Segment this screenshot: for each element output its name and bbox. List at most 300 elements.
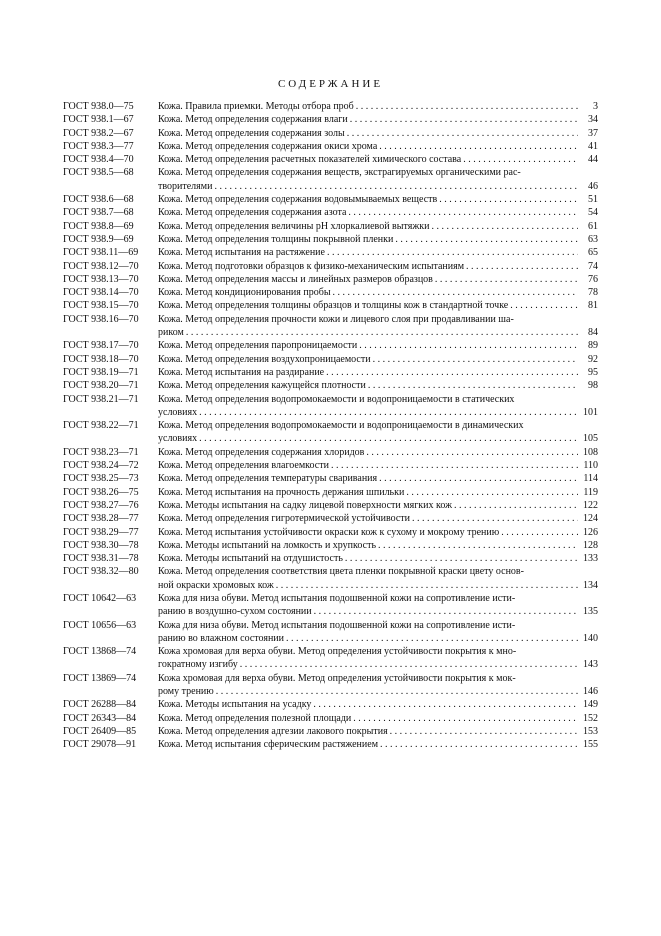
page-number: 110 [583,460,598,472]
standard-code: ГОСТ 938.16—70 [63,313,139,325]
page-number: 54 [588,207,598,219]
entry-title-line [158,619,598,632]
page-number: 134 [583,579,598,591]
entry-title-line [158,565,598,578]
entry-title [158,220,598,233]
entry-title-line [158,738,598,751]
entry-title-line [158,725,598,738]
entry-title-text: Кожа. Метод определения толщины покрывной пленки [158,233,394,245]
entry-title-line [158,712,598,725]
entry-title-text: Кожа. Методы испытаний на отдушистость [158,553,343,565]
toc-entry [63,246,598,259]
entry-title [158,286,598,299]
dot-leader [380,738,578,751]
standard-code: ГОСТ 26288—84 [63,699,137,711]
entry-title [158,273,598,286]
entry-title-text: ранию во влажном состоянии [158,632,285,644]
toc-entry [63,592,598,619]
entry-title-line [158,419,598,432]
dot-leader [501,526,578,539]
toc-entry [63,472,598,485]
standard-code: ГОСТ 938.23—71 [63,446,139,458]
page-number: 146 [583,686,598,698]
page-number: 126 [583,526,598,538]
toc-entry [63,273,598,286]
entry-title-line [158,193,598,206]
toc-entry [63,419,598,446]
entry-title-text: Кожа. Метод определения гигротермической устойчивости [158,513,411,525]
dot-leader [373,353,578,366]
entry-title-text: Кожа. Метод определения расчетных показателей химического состава [158,154,462,166]
page-number: 122 [583,499,598,511]
entry-title-line [158,499,598,512]
entry-title [158,233,598,246]
entry-title-text: условиях [158,406,198,418]
dot-leader [333,286,578,299]
toc-entry [63,725,598,738]
entry-title [158,246,598,259]
page-number: 92 [588,353,598,365]
toc-entry [63,233,598,246]
entry-title-text: Кожа. Метод определения содержания окиси хрома [158,140,378,152]
entry-title-line [158,233,598,246]
table-of-contents [63,100,598,752]
entry-title-text: Кожа. Метод определения кажущейся плотности [158,380,366,392]
page-number: 37 [588,127,598,139]
dot-leader [379,140,578,153]
page-number: 84 [588,327,598,339]
toc-entry [63,193,598,206]
page-number: 3 [593,101,598,112]
toc-entry [63,339,598,352]
toc-entry [63,512,598,525]
entry-title-line [158,579,598,592]
standard-code: ГОСТ 938.8—69 [63,220,134,232]
standard-code: ГОСТ 938.7—68 [63,207,134,219]
standard-code: ГОСТ 26343—84 [63,712,137,724]
page-number: 140 [583,632,598,644]
standard-code: ГОСТ 938.9—69 [63,233,134,245]
page-number: 119 [583,486,598,498]
entry-title-line [158,100,598,113]
entry-title-line [158,512,598,525]
entry-title-text: Кожа. Метод определения соответствия цвета пленки покрывной краски цвету основ- [158,566,524,578]
entry-title-text: Кожа. Метод испытания на прочность держания шпильки [158,486,405,498]
dot-leader [439,193,578,206]
entry-title-text: Кожа. Метод определения полезной площади [158,712,352,724]
dot-leader [359,339,578,352]
entry-title-text: риком [158,327,184,339]
standard-code: ГОСТ 13869—74 [63,672,137,684]
entry-title-line [158,406,598,419]
page-number: 114 [583,473,598,485]
entry-title-line [158,326,598,339]
entry-title-line [158,685,598,698]
page-number: 128 [583,539,598,551]
page-number: 105 [583,433,598,445]
dot-leader [379,472,578,485]
dot-leader [214,180,578,193]
entry-title-line [158,113,598,126]
dot-leader [412,512,578,525]
dot-leader [314,605,578,618]
entry-title-line [158,672,598,685]
entry-title-line [158,432,598,445]
entry-title-text: Кожа. Метод определения содержания веществ, экстрагируемых органическими рас- [158,167,521,179]
entry-title [158,698,598,711]
entry-title-text: Кожа. Метод кондиционирования пробы [158,287,331,299]
standard-code: ГОСТ 10656—63 [63,619,137,631]
standard-code: ГОСТ 938.17—70 [63,340,139,352]
entry-title-text: Кожа. Метод определения водопромокаемости и водопроницаемости в динамических [158,420,524,432]
entry-title-text: ранию в воздушно-сухом состоянии [158,606,312,618]
entry-title [158,339,598,352]
toc-entry [63,446,598,459]
entry-title-text: Кожа для низа обуви. Метод испытания подошвенной кожи на сопротивление исти- [158,592,516,604]
toc-entry [63,140,598,153]
entry-title-line [158,472,598,485]
toc-entry [63,166,598,193]
toc-entry [63,486,598,499]
toc-entry [63,698,598,711]
entry-title [158,512,598,525]
standard-code: ГОСТ 938.20—71 [63,380,139,392]
entry-title-text: Кожа. Правила приемки. Методы отбора проб [158,101,354,112]
entry-title-line [158,698,598,711]
entry-title-text: Кожа. Метод испытания сферическим растяжением [158,739,379,751]
entry-title [158,140,598,153]
dot-leader [368,379,578,392]
toc-entry [63,313,598,340]
page-number: 65 [588,247,598,259]
entry-title [158,299,598,312]
standard-code: ГОСТ 938.27—76 [63,499,139,511]
entry-title-line [158,552,598,565]
entry-title-text: Кожа. Метод определения температуры сваривания [158,473,378,485]
entry-title-line [158,339,598,352]
entry-title-line [158,127,598,140]
entry-title-line [158,299,598,312]
entry-title-line [158,220,598,233]
toc-entry [63,539,598,552]
entry-title-text: Кожа. Метод определения толщины образцов и толщины кож в стандартной точке [158,300,509,312]
toc-entry [63,286,598,299]
dot-leader [353,712,578,725]
entry-title-text: рому трению [158,686,214,698]
entry-title-line [158,286,598,299]
entry-title [158,645,598,672]
standard-code: ГОСТ 938.18—70 [63,353,139,365]
entry-title-line [158,539,598,552]
entry-title-line [158,379,598,392]
entry-title-line [158,446,598,459]
entry-title-line [158,313,598,326]
entry-title-text: Кожа хромовая для верха обуви. Метод определения устойчивости покрытия к мно- [158,646,517,658]
page-number: 101 [583,406,598,418]
toc-entry [63,100,598,113]
page-number: 152 [583,712,598,724]
standard-code: ГОСТ 938.24—72 [63,460,139,472]
dot-leader [454,499,578,512]
entry-title-text: Кожа хромовая для верха обуви. Метод определения устойчивости покрытия к мок- [158,672,516,684]
entry-title-line [158,393,598,406]
dot-leader [347,127,578,140]
dot-leader [276,579,578,592]
page-number: 95 [588,366,598,378]
page-number: 153 [583,725,598,737]
entry-title [158,127,598,140]
entry-title-text: Кожа. Метод определения прочности кожи и лицевого слоя при продавливании ша- [158,313,514,325]
dot-leader [390,725,578,738]
entry-title [158,379,598,392]
standard-code: ГОСТ 938.25—73 [63,473,139,485]
toc-entry [63,379,598,392]
entry-title-line [158,366,598,379]
standard-code: ГОСТ 938.31—78 [63,553,139,565]
entry-title [158,526,598,539]
dot-leader [345,552,578,565]
entry-title [158,592,598,619]
toc-entry [63,299,598,312]
page-number: 155 [583,739,598,751]
toc-entry [63,459,598,472]
toc-entry [63,206,598,219]
entry-title [158,712,598,725]
standard-code: ГОСТ 938.13—70 [63,273,139,285]
standard-code: ГОСТ 938.12—70 [63,260,139,272]
page-number: 135 [583,606,598,618]
toc-entry [63,220,598,233]
dot-leader [199,432,578,445]
dot-leader [435,273,578,286]
toc-entry [63,738,598,751]
dot-leader [378,539,578,552]
standard-code: ГОСТ 938.21—71 [63,393,139,405]
entry-title-line [158,486,598,499]
entry-title-line [158,166,598,179]
entry-title-text: Кожа. Метод испытания на раздирание [158,366,325,378]
page-number: 98 [588,380,598,392]
entry-title [158,486,598,499]
entry-title-text: условиях [158,433,198,445]
page-number: 41 [588,140,598,152]
standard-code: ГОСТ 938.0—75 [63,101,134,112]
toc-entry [63,353,598,366]
entry-title-text: творителями [158,180,213,192]
standard-code: ГОСТ 10642—63 [63,592,137,604]
entry-title-line [158,153,598,166]
page-number: 51 [588,194,598,206]
entry-title-text: Кожа. Метод определения содержания азота [158,207,347,219]
standard-code: ГОСТ 938.29—77 [63,526,139,538]
entry-title-text: Кожа. Метод определения массы и линейных размеров образцов [158,273,433,285]
entry-title [158,738,598,751]
standard-code: ГОСТ 938.2—67 [63,127,134,139]
standard-code: ГОСТ 938.32—80 [63,566,139,578]
entry-title [158,313,598,340]
standard-code: ГОСТ 938.19—71 [63,366,139,378]
standard-code: ГОСТ 938.26—75 [63,486,139,498]
entry-title [158,366,598,379]
page-number: 81 [588,300,598,312]
entry-title-text: Кожа. Методы испытаний на ломкость и хрупкость [158,539,376,551]
entry-title-text: Кожа. Методы испытания на садку лицевой поверхности мягких кож [158,499,453,511]
entry-title [158,499,598,512]
entry-title [158,472,598,485]
standard-code: ГОСТ 938.6—68 [63,194,134,206]
standard-code: ГОСТ 938.30—78 [63,539,139,551]
page-number: 143 [583,659,598,671]
entry-title-line [158,592,598,605]
entry-title [158,113,598,126]
page-number: 61 [588,220,598,232]
dot-leader [186,326,578,339]
page-number: 74 [588,260,598,272]
standard-code: ГОСТ 938.15—70 [63,300,139,312]
entry-title [158,552,598,565]
entry-title-text: Кожа. Метод определения содержания водовымываемых веществ [158,194,438,206]
entry-title [158,206,598,219]
page-number: 63 [588,233,598,245]
dot-leader [216,685,578,698]
entry-title [158,539,598,552]
toc-entry [63,153,598,166]
toc-entry [63,113,598,126]
dot-leader [286,632,578,645]
toc-entry [63,366,598,379]
entry-title-text: Кожа для низа обуви. Метод испытания подошвенной кожи на сопротивление исти- [158,619,516,631]
standard-code: ГОСТ 29078—91 [63,739,137,751]
dot-leader [356,100,578,113]
toc-entry [63,565,598,592]
dot-leader [327,246,578,259]
entry-title-text: ной окраски хромовых кож [158,579,274,591]
toc-entry [63,393,598,420]
standard-code: ГОСТ 938.3—77 [63,140,134,152]
entry-title [158,260,598,273]
page-title: СОДЕРЖАНИЕ [277,78,384,90]
entry-title-line [158,180,598,193]
entry-title [158,419,598,446]
entry-title [158,672,598,699]
entry-title [158,193,598,206]
dot-leader [431,220,578,233]
entry-title-line [158,206,598,219]
entry-title-line [158,273,598,286]
dot-leader [510,299,578,312]
toc-entry [63,645,598,672]
standard-code: ГОСТ 938.22—71 [63,420,139,432]
page-number: 149 [583,699,598,711]
page-number: 76 [588,273,598,285]
toc-entry [63,552,598,565]
entry-title-line [158,260,598,273]
entry-title [158,446,598,459]
toc-entry [63,260,598,273]
dot-leader [348,206,578,219]
entry-title-text: Кожа. Метод определения величины pH хлоркалиевой вытяжки [158,220,430,232]
entry-title [158,100,598,113]
entry-title-line [158,526,598,539]
page-number: 124 [583,513,598,525]
dot-leader [406,486,578,499]
dot-leader [240,658,578,671]
entry-title-text: Кожа. Метод испытания устойчивости окраски кож к сухому и мокрому трению [158,526,500,538]
standard-code: ГОСТ 938.28—77 [63,513,139,525]
dot-leader [466,260,578,273]
entry-title-text: Кожа. Методы испытания на усадку [158,699,312,711]
toc-entry [63,672,598,699]
page-number: 133 [583,553,598,565]
page-number: 44 [588,154,598,166]
standard-code: ГОСТ 13868—74 [63,646,137,658]
entry-title-text: Кожа. Метод подготовки образцов к физико-механическим испытаниям [158,260,465,272]
toc-entry [63,712,598,725]
dot-leader [463,153,578,166]
standard-code: ГОСТ 26409—85 [63,725,137,737]
page-number: 46 [588,180,598,192]
entry-title-line [158,246,598,259]
entry-title-text: гократному изгибу [158,659,238,671]
entry-title [158,725,598,738]
entry-title-text: Кожа. Метод определения воздухопроницаемости [158,353,371,365]
dot-leader [395,233,578,246]
entry-title-text: Кожа. Метод определения содержания золы [158,127,345,139]
entry-title-text: Кожа. Метод определения адгезии лакового покрытия [158,725,388,737]
toc-entry [63,619,598,646]
dot-leader [331,459,578,472]
page-number: 78 [588,287,598,299]
standard-code: ГОСТ 938.14—70 [63,287,139,299]
entry-title [158,153,598,166]
standard-code: ГОСТ 938.11—69 [63,247,139,259]
entry-title-line [158,459,598,472]
toc-entry [63,526,598,539]
entry-title-line [158,353,598,366]
entry-title-line [158,645,598,658]
entry-title [158,393,598,420]
entry-title-text: Кожа. Метод определения содержания хлоридов [158,446,365,458]
entry-title [158,353,598,366]
page-number: 34 [588,114,598,126]
entry-title [158,619,598,646]
dot-leader [313,698,578,711]
entry-title-text: Кожа. Метод определения паропроницаемости [158,340,358,352]
entry-title-text: Кожа. Метод определения влагоемкости [158,460,329,472]
standard-code: ГОСТ 938.4—70 [63,154,134,166]
entry-title [158,459,598,472]
standard-code: ГОСТ 938.1—67 [63,114,134,126]
entry-title [158,166,598,193]
toc-entry [63,127,598,140]
entry-title-text: Кожа. Метод испытания на растяжение [158,247,325,259]
entry-title-text: Кожа. Метод определения содержания влаги [158,114,348,126]
page-number: 89 [588,340,598,352]
standard-code: ГОСТ 938.5—68 [63,167,134,179]
entry-title [158,565,598,592]
entry-title-line [158,632,598,645]
dot-leader [199,406,578,419]
toc-entry [63,499,598,512]
dot-leader [350,113,578,126]
dot-leader [326,366,578,379]
entry-title-line [158,658,598,671]
entry-title-line [158,605,598,618]
page-number: 108 [583,446,598,458]
dot-leader [366,446,578,459]
entry-title-line [158,140,598,153]
entry-title-text: Кожа. Метод определения водопромокаемости и водопроницаемости в статических [158,393,515,405]
